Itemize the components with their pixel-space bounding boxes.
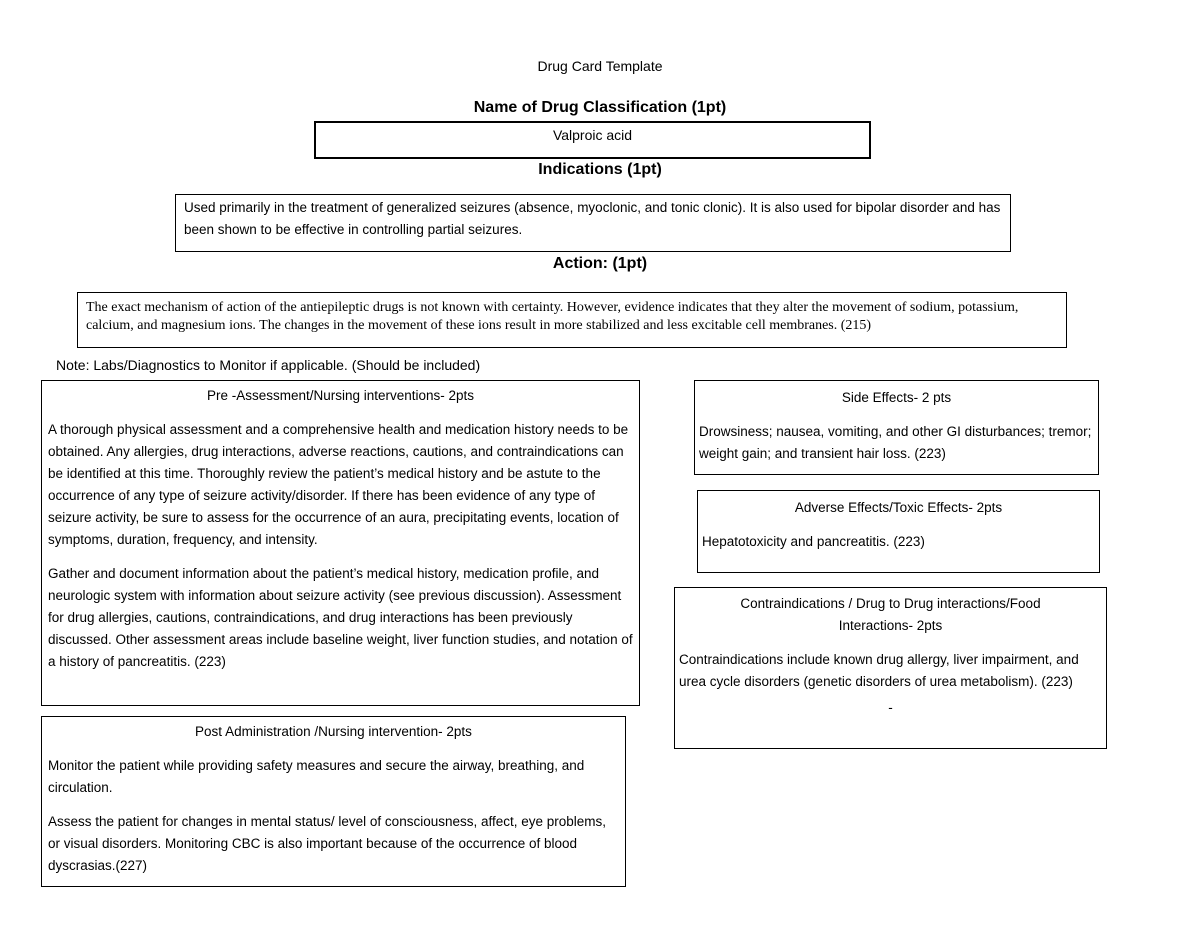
contraindications-trailing-mark: - (888, 700, 893, 715)
pre-assessment-paragraph-1: A thorough physical assessment and a comprehensive health and medication history needs to be obtained. Any allergies, drug interactions, adverse reactions, cautions, and contraindications can be identified at this time. Thoroughly review the patient’s medical history and be astute to the occurrence of any type of seizure activity/disorder. If there has been evidence of any type of seizure activity, be sure to assess for the occurrence of an aura, precipitating events, location of symptoms, duration, frequency, and intensity. (48, 422, 629, 547)
adverse-effects-box (697, 490, 1100, 573)
pre-assessment-box (41, 380, 640, 706)
action-box (77, 292, 1067, 348)
post-admin-paragraph-2: Assess the patient for changes in mental status/ level of consciousness, affect, eye problems, or visual disorders. Monitoring CBC is also important because of the occurrence of blood dyscrasias.(227) (48, 814, 607, 873)
contraindications-text: Contraindications include known drug allergy, liver impairment, and urea cycle disorders (genetic disorders of urea metabolism). (223) (679, 652, 1079, 689)
post-admin-title: Post Administration /Nursing intervention- 2pts (195, 724, 472, 739)
post-admin-box (41, 716, 626, 887)
pre-assessment-title: Pre -Assessment/Nursing interventions- 2pts (206, 388, 475, 403)
indications-heading: Indications (1pt) (538, 161, 662, 178)
adverse-effects-title: Adverse Effects/Toxic Effects- 2pts (794, 500, 1003, 515)
classification-value: Valproic acid (552, 127, 633, 143)
indications-box (175, 194, 1011, 252)
adverse-effects-text: Hepatotoxicity and pancreatitis. (223) (702, 534, 925, 549)
side-effects-box (694, 380, 1099, 475)
document-title: Drug Card Template (537, 58, 663, 74)
contraindications-box (674, 587, 1107, 749)
action-heading: Action: (1pt) (552, 255, 648, 272)
side-effects-title: Side Effects- 2 pts (841, 390, 952, 405)
pre-assessment-paragraph-2: Gather and document information about the patient’s medical history, medication profile, and neurologic system with information about seizure activity (see previous discussion). Assessment for drug allergies, cautions, contraindications, and drug interactions has been previously discussed. Other assessment areas include baseline weight, liver function studies, and notation of a history of pancreatitis. (223) (48, 566, 633, 669)
labs-note: Note: Labs/Diagnostics to Monitor if applicable. (Should be included) (56, 357, 481, 373)
classification-heading: Name of Drug Classification (1pt) (473, 99, 727, 116)
side-effects-text: Drowsiness; nausea, vomiting, and other GI disturbances; tremor; weight gain; and transient hair loss. (223) (699, 424, 1092, 461)
indications-text: Used primarily in the treatment of generalized seizures (absence, myoclonic, and tonic clonic). It is also used for bipolar disorder and has been shown to be effective in controlling partial seizures. (184, 200, 1001, 237)
post-admin-paragraph-1: Monitor the patient while providing safety measures and secure the airway, breathing, and circulation. (48, 758, 585, 795)
classification-value-box (314, 121, 871, 159)
contraindications-title: Contraindications / Drug to Drug interactions/Food Interactions- 2pts (740, 596, 1041, 633)
action-text: The exact mechanism of action of the antiepileptic drugs is not known with certainty. However, evidence indicates that they alter the movement of sodium, potassium, calcium, and magnesium ions. The changes in the movement of these ions result in more stabilized and less excitable cell membranes. (215) (86, 300, 1019, 333)
